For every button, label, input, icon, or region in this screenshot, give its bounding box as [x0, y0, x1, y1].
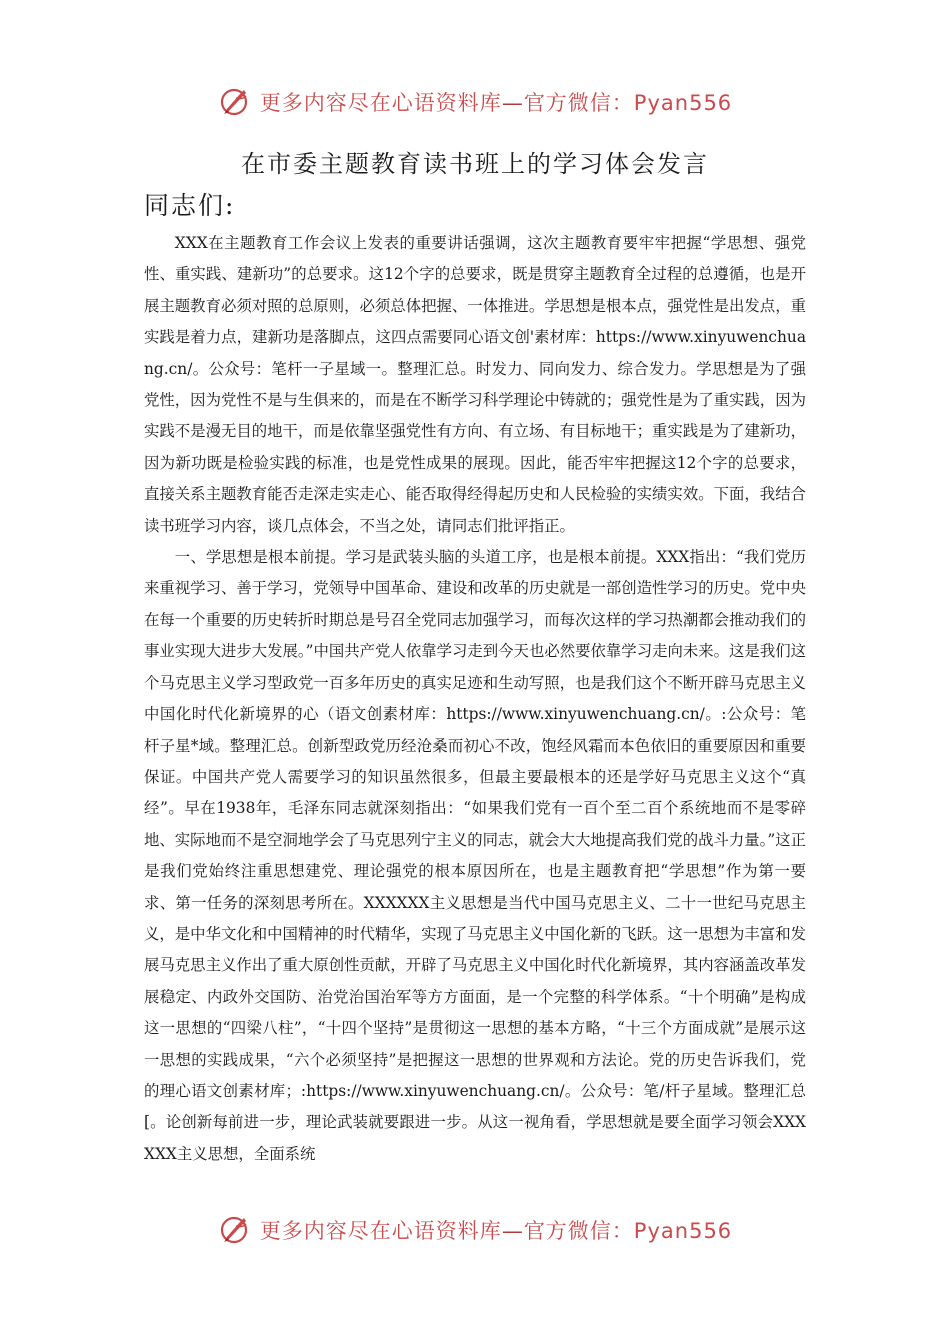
header-banner — [0, 84, 950, 120]
footer-banner-dash: — — [501, 1219, 524, 1243]
header-banner-dash: — — [501, 91, 524, 115]
document-body — [144, 228, 806, 1170]
document-title: 在市委主题教育读书班上的学习体会发言 — [241, 150, 709, 178]
paragraph-section-1: 一、学思想是根本前提。学习是武装头脑的头道工序，也是根本前提。XXX指出：“我们党历来重视学习、善于学习，党领导中国革命、建设和改革的历史就是一部创造性学习的历史。党中央在每一个重要的历史转折时期总是号召全党同志加强学习，而每次这样的学习热潮都会推动我们的事业实现大进步大发展。”中国共产党人依靠学习走到今天也必然要依靠学习走向未来。这是我们这个马克思主义学习型政党一百多年历史的真实足迹和生动写照，也是我们这个不断开辟马克思主义中国化时代化新境界的心（语文创素材库：https://www.xinyuwenchuang.cn/。:公众号：笔杆子星*域。整理汇总。创新型政党历经沧桑而初心不改，饱经风霜而本色依旧的重要原因和重要保证。中国共产党人需要学习的知识虽然很多，但最主要最根本的还是学好马克思主义这个“真经”。早在1938年，毛泽东同志就深刻指出：“如果我们党有一百个至二百个系统地而不是零碎地、实际地而不是空洞地学会了马克思列宁主义的同志，就会大大地提高我们党的战斗力量。”这正是我们党始终注重思想建党、理论强党的根本原因所在，也是主题教育把“学思想”作为第一要求、第一任务的深刻思考所在。XXXXXX主义思想是当代中国马克思主义、二十一世纪马克思主义，是中华文化和中国精神的时代精华，实现了马克思主义中国化新的飞跃。这一思想为丰富和发展马克思主义作出了重大原创性贡献，开辟了马克思主义中国化时代化新境界，其内容涵盖改革发展稳定、内政外交国防、治党治国治军等方方面面，是一个完整的科学体系。“十个明确”是构成这一思想的“四梁八柱”，“十四个坚持”是贯彻这一思想的基本方略，“十三个方面成就”是展示这一思想的实践成果，“六个必须坚持”是把握这一思想的世界观和方法论。党的历史告诉我们，党的理心语文创素材库；:https://www.xinyuwenchuang.cn/。公众号：笔/杆子星域。整理汇总[。论创新每前进一步，理论武装就要跟进一步。从这一视角看，学思想就是要全面学习领会XXXXXX主义思想，全面系统 — [144, 548, 806, 1163]
header-banner-main: 更多内容尽在心语资料库 — [259, 91, 502, 115]
footer-banner — [0, 1212, 950, 1248]
footer-banner-text — [260, 1215, 732, 1245]
pen-logo-icon — [218, 84, 254, 120]
footer-banner-main: 更多内容尽在心语资料库 — [259, 1219, 502, 1243]
salutation: 同志们: — [144, 191, 236, 220]
header-banner-text — [260, 87, 732, 117]
pen-logo-icon — [218, 1212, 254, 1248]
header-banner-suffix: 官方微信：Pyan556 — [523, 91, 733, 115]
paragraph-intro: XXX在主题教育工作会议上发表的重要讲话强调，这次主题教育要牢牢把握“学思想、强党性、重实践、建新功”的总要求。这12个字的总要求，既是贯穿主题教育全过程的总遵循，也是开展主题教育必须对照的总原则，必须总体把握、一体推进。学思想是根本点，强党性是出发点，重实践是着力点，建新功是落脚点，这四点需要同心语文创'素材库：https://www.xinyuwenchuang.cn/。公众号：笔杆一子星域一。整理汇总。时发力、同向发力、综合发力。学思想是为了强党性，因为党性不是与生俱来的，而是在不断学习科学理论中铸就的；强党性是为了重实践，因为实践不是漫无目的地干，而是依靠坚强党性有方向、有立场、有目标地干；重实践是为了建新功，因为新功既是检验实践的标准，也是党性成果的展现。因此，能否牢牢把握这12个字的总要求，直接关系主题教育能否走深走实走心、能否取得经得起历史和人民检验的实绩实效。下面，我结合读书班学习内容，谈几点体会，不当之处，请同志们批评指正。 — [144, 234, 806, 535]
footer-banner-suffix: 官方微信：Pyan556 — [523, 1219, 733, 1243]
